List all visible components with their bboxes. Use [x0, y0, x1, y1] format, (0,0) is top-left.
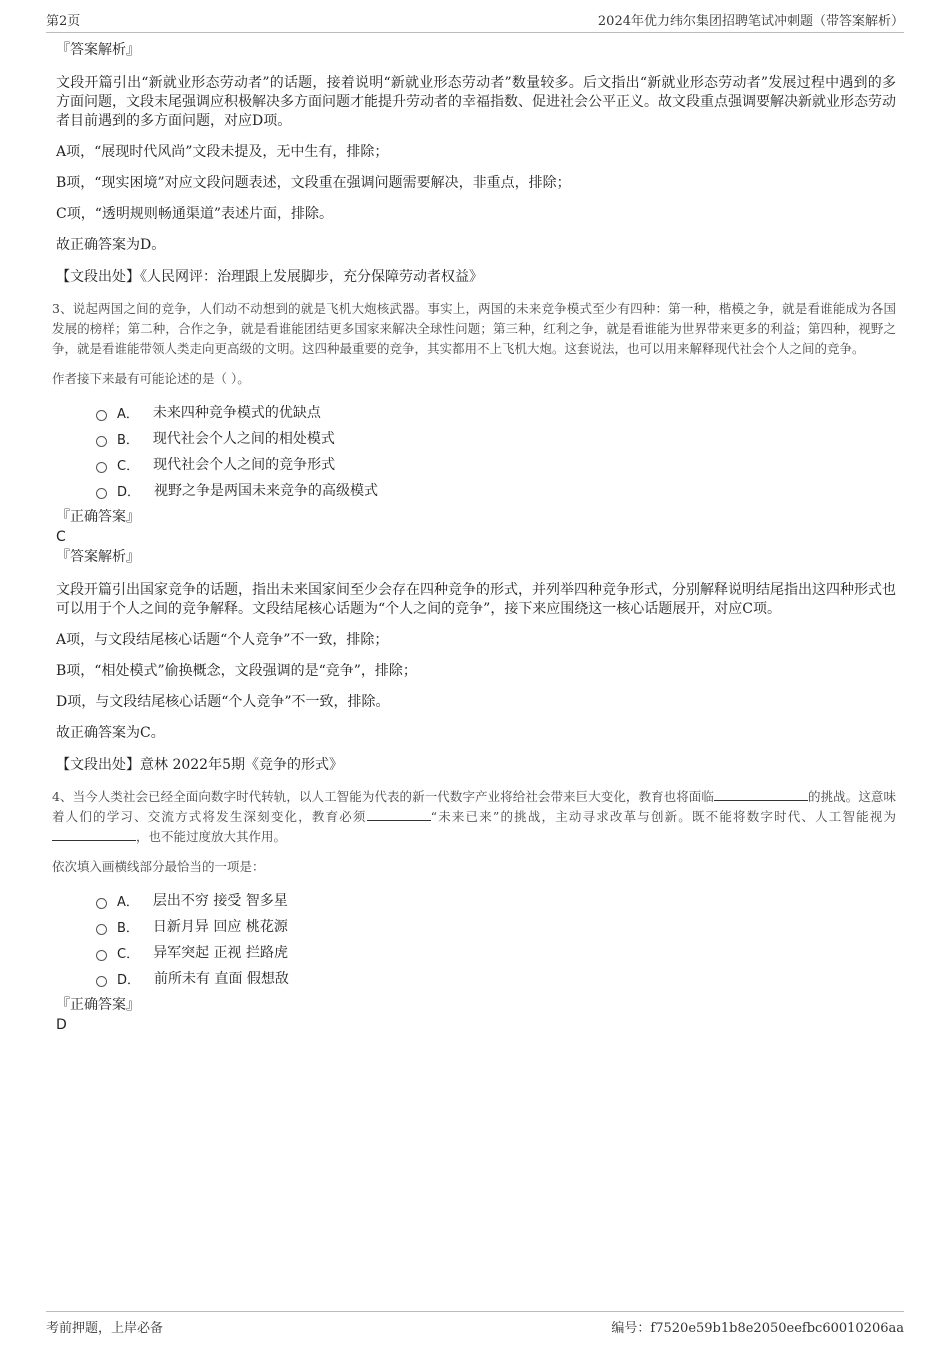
analysis-option-c: C项，“透明规则畅通渠道”表述片面，排除。	[56, 206, 334, 222]
passage-source: 【文段出处】《人民网评：治理跟上发展脚步，充分保障劳动者权益》	[56, 269, 483, 285]
radio-button[interactable]	[96, 488, 107, 499]
option-c[interactable]: C． 异军突起 正视 拦路虎	[96, 939, 896, 965]
passage-source: 【文段出处】意林 2022年5期《竞争的形式》	[56, 757, 343, 773]
option-a[interactable]: A． 层出不穷 接受 智多星	[96, 887, 896, 913]
page-content	[52, 40, 896, 1035]
radio-button[interactable]	[96, 436, 107, 447]
question-stem: 4、当今人类社会已经全面向数字时代转轨，以人工智能为代表的新一代数字产业将给社会带来巨大变化，教育也将面临 的挑战。这意味着人们的学习、交流方式将发生深刻变化，教育必须 “未来已来”的挑战，主动寻求改革与创新。既不能将数字时代、人工智能视为，也不能过度放大其作用。	[52, 789, 896, 844]
analysis-paragraph: 文段开篇引出国家竞争的话题，指出未来国家间至少会存在四种竞争的形式，并列举四种竞争形式，分别解释说明结尾指出这四种形式也可以用于个人之间的竞争解释。文段结尾核心话题为“个人之间的竞争”，接下来应围绕这一核心话题展开，对应C项。	[56, 582, 896, 617]
correct-answer: C	[56, 529, 66, 545]
analysis-option-b: B项，“相处模式”偷换概念，文段强调的是“竞争”，排除；	[56, 663, 417, 679]
radio-button[interactable]	[96, 462, 107, 473]
page-footer	[46, 1311, 904, 1336]
document-title: 2024年优力纬尔集团招聘笔试冲刺题（带答案解析）	[597, 14, 904, 29]
radio-button[interactable]	[96, 410, 107, 421]
option-c[interactable]: C． 现代社会个人之间的竞争形式	[96, 451, 896, 477]
analysis-label: 『答案解析』	[56, 549, 140, 565]
analysis-option-d: D项，与文段结尾核心话题“个人竞争”不一致，排除。	[56, 694, 390, 710]
page-header	[46, 10, 904, 33]
question-prompt: 作者接下来最有可能论述的是（ ）。	[52, 371, 250, 386]
question-2-analysis	[56, 40, 896, 287]
correct-answer-label: 『正确答案』	[56, 509, 140, 525]
option-a[interactable]: A． 未来四种竞争模式的优缺点	[96, 399, 896, 425]
option-b[interactable]: B． 现代社会个人之间的相处模式	[96, 425, 896, 451]
option-d[interactable]: D． 视野之争是两国未来竞争的高级模式	[96, 477, 896, 503]
correct-answer-label: 『正确答案』	[56, 997, 140, 1013]
option-d[interactable]: D． 前所未有 直面 假想敌	[96, 965, 896, 991]
question-prompt: 依次填入画横线部分最恰当的一项是：	[52, 859, 265, 874]
analysis-paragraph: 文段开篇引出“新就业形态劳动者”的话题，接着说明“新就业形态劳动者”数量较多。后文指出“新就业形态劳动者”发展过程中遇到的多方面问题，文段末尾强调应积极解决多方面问题才能提升劳动者的幸福指数、促进社会公平正义。故文段重点强调要解决新就业形态劳动者目前遇到的多方面问题，对应D项。	[56, 75, 896, 129]
option-b[interactable]: B． 日新月异 回应 桃花源	[96, 913, 896, 939]
radio-button[interactable]	[96, 924, 107, 935]
analysis-conclusion: 故正确答案为C。	[56, 725, 165, 741]
option-list	[96, 399, 896, 503]
fill-blank-3	[52, 827, 136, 841]
analysis-option-a: A项，“展现时代风尚”文段未提及，无中生有，排除；	[56, 144, 389, 160]
radio-button[interactable]	[96, 898, 107, 909]
analysis-label: 『答案解析』	[56, 42, 140, 58]
radio-button[interactable]	[96, 976, 107, 987]
fill-blank-1	[714, 787, 808, 801]
fill-blank-2	[367, 807, 431, 821]
option-list	[96, 887, 896, 991]
document-code: 编号：f7520e59b1b8e2050eefbc60010206aa	[611, 1321, 904, 1336]
question-stem: 3、说起两国之间的竞争，人们动不动想到的就是飞机大炮核武器。事实上，两国的未来竞争模式至少有四种：第一种，楷模之争，就是看谁能成为各国发展的榜样；第二种，合作之争，就是看谁能团结更多国家来解决全球性问题；第三种，红利之争，就是看谁能为世界带来更多的利益；第四种，视野之争，就是看谁能带领人类走向更高级的文明。这四种最重要的竞争，其实都用不上飞机大炮。这套说法，也可以用来解释现代社会个人之间的竞争。	[52, 301, 896, 356]
analysis-option-b: B项，“现实困境”对应文段问题表述，文段重在强调问题需要解决，非重点，排除；	[56, 175, 571, 191]
question-3	[52, 299, 896, 775]
analysis-option-a: A项，与文段结尾核心话题“个人竞争”不一致，排除；	[56, 632, 389, 648]
question-4	[52, 787, 896, 1035]
correct-answer: D	[56, 1017, 67, 1033]
analysis-conclusion: 故正确答案为D。	[56, 237, 166, 253]
radio-button[interactable]	[96, 950, 107, 961]
footer-slogan: 考前押题，上岸必备	[46, 1321, 164, 1336]
page-number: 第2页	[46, 14, 81, 29]
